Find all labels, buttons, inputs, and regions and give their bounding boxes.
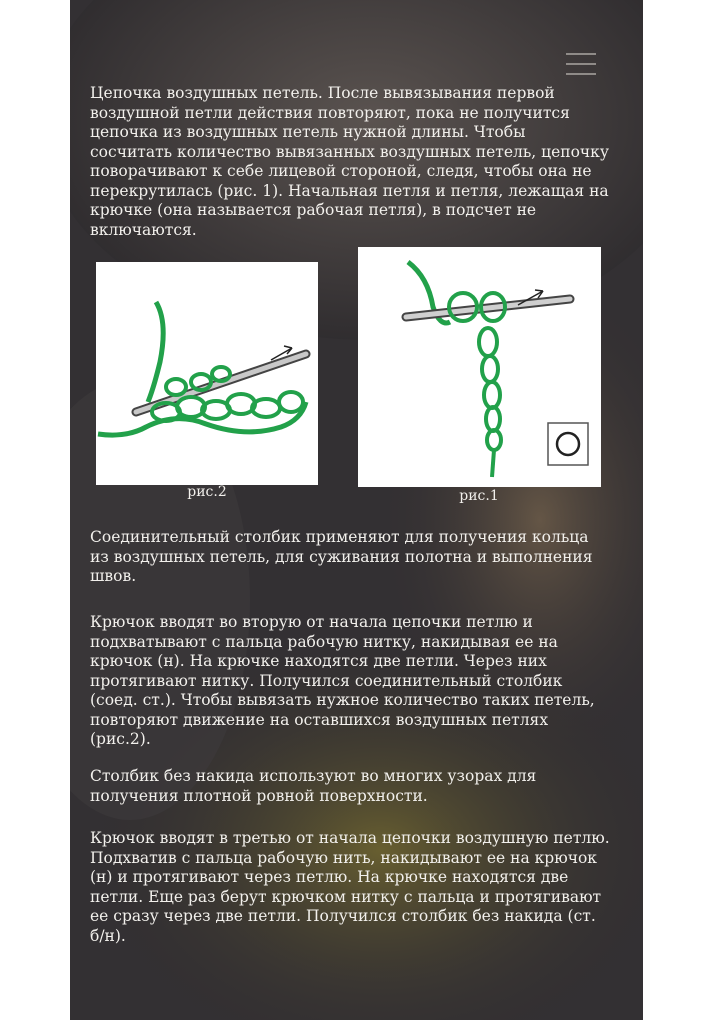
paragraph-slip-stitch-method: Крючок вводят во вторую от начала цепочки петлю и подхватывают с пальца рабочую нитку, накидывая ее на крючок (н). На крючке находятся две петли. Через них протягивают нитку. Получился соединительный столбик (соед. ст.). Чтобы вывязать нужное количество таких петель, повторяют движение на оставшихся воздушных петлях (рис.2). xyxy=(90,613,595,748)
page-panel xyxy=(70,0,643,1020)
figure-2-caption: рис.2 xyxy=(187,484,227,500)
figure-1-caption: рис.1 xyxy=(459,488,499,504)
paragraph-slip-stitch-intro: Соединительный столбик применяют для получения кольца из воздушных петель, для суживания полотна и выполнения швов. xyxy=(90,528,593,585)
figure-2-image xyxy=(96,262,318,485)
paragraph-single-crochet-intro: Столбик без накида используют во многих узорах для получения плотной ровной поверхности. xyxy=(90,767,537,805)
crochet-slip-stitch-illustration xyxy=(96,262,318,485)
paragraph-chain-stitches: Цепочка воздушных петель. После вывязывания первой воздушной петли действия повторяют, пока не получится цепочка из воздушных петель нужной длины. Чтобы сосчитать количество вывязанных воздушных петель, цепочку поворачивают к себе лицевой стороной, следя, чтобы она не перекрутилась (рис. 1). Начальная петля и петля, лежащая на крючке (она называется рабочая петля), в подсчет не включаются. xyxy=(90,84,609,239)
paragraph-single-crochet-method: Крючок вводят в третью от начала цепочки воздушную петлю. Подхватив с пальца рабочую нить, накидывают ее на крючок (н) и протягивают через петлю. На крючке находятся две петли. Еще раз берут крючком нитку с пальца и протягивают ее сразу через две петли. Получился столбик без накида (ст. б/н). xyxy=(90,829,610,945)
crochet-chain-illustration xyxy=(358,247,601,487)
figure-1-image xyxy=(358,247,601,487)
hamburger-menu-icon[interactable] xyxy=(563,48,599,80)
